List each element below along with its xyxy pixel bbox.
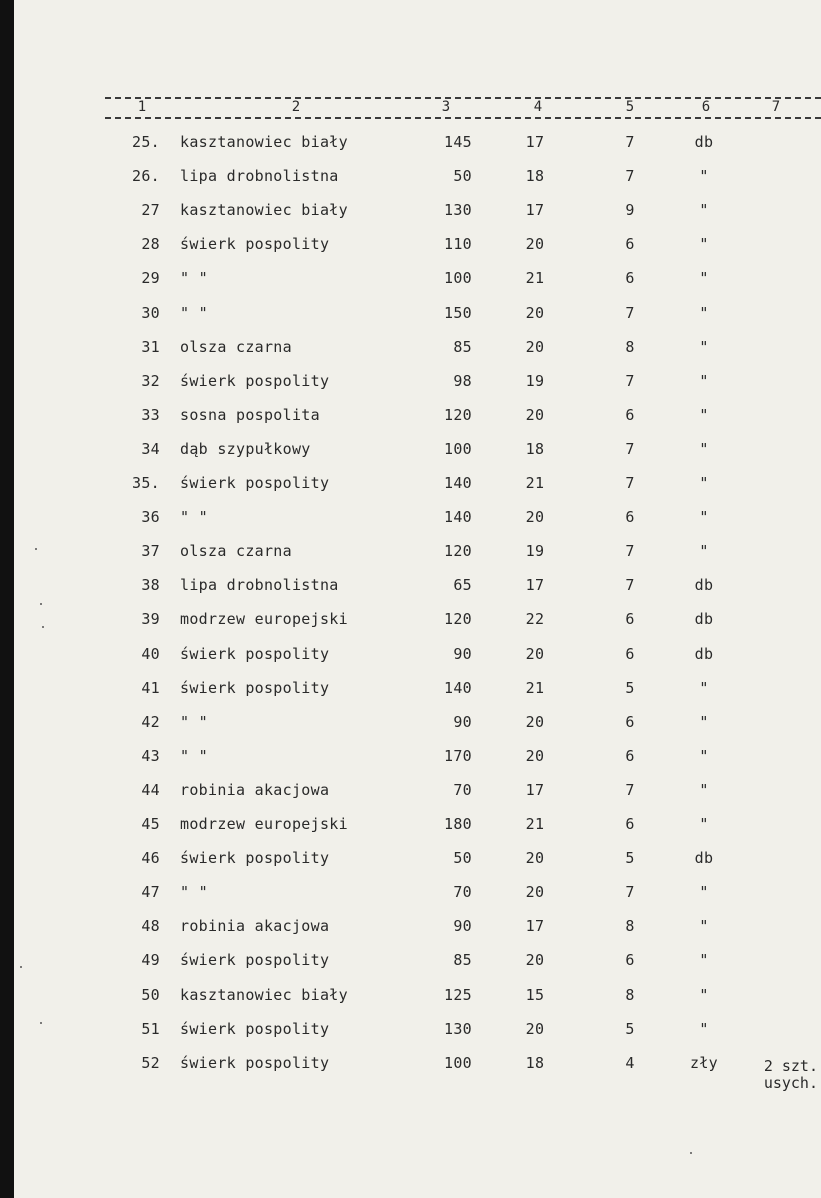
scan-speck (20, 966, 22, 968)
cell-name: lipa drobnolistna (180, 576, 339, 594)
cell-c4: 18 (525, 440, 545, 458)
cell-c4: 21 (525, 474, 545, 492)
cell-c5: 5 (625, 1020, 635, 1038)
cell-c6: " (699, 713, 709, 731)
cell-c5: 6 (625, 235, 635, 253)
cell-c5: 6 (625, 508, 635, 526)
cell-no: 43 (141, 747, 160, 765)
cell-c4: 20 (525, 235, 545, 253)
header-col-7: 7 (771, 99, 781, 115)
cell-c5: 7 (625, 542, 635, 560)
cell-c4: 17 (525, 917, 545, 935)
cell-c6: zły (690, 1054, 718, 1072)
cell-c6: " (699, 372, 709, 390)
cell-c3: 130 (444, 1020, 472, 1038)
cell-c5: 7 (625, 474, 635, 492)
cell-c5: 7 (625, 133, 635, 151)
cell-c3: 50 (453, 167, 472, 185)
cell-name: " " (180, 747, 208, 765)
cell-c6: " (699, 201, 709, 219)
cell-c5: 7 (625, 883, 635, 901)
cell-c3: 120 (444, 542, 472, 560)
table-row (0, 235, 821, 269)
table-row (0, 610, 821, 644)
cell-c5: 6 (625, 815, 635, 833)
cell-c4: 20 (525, 645, 545, 663)
cell-c3: 98 (453, 372, 472, 390)
cell-c6: " (699, 440, 709, 458)
cell-name: świerk pospolity (180, 679, 330, 697)
cell-c4: 20 (525, 1020, 545, 1038)
cell-c6: " (699, 269, 709, 287)
cell-no: 31 (141, 338, 160, 356)
cell-c4: 15 (525, 986, 545, 1004)
cell-c6: " (699, 781, 709, 799)
cell-no: 32 (141, 372, 160, 390)
table-row (0, 304, 821, 338)
cell-c6: db (694, 576, 714, 594)
cell-no: 37 (141, 542, 160, 560)
cell-c3: 140 (444, 679, 472, 697)
scan-speck (40, 603, 42, 605)
cell-no: 25. (132, 133, 160, 151)
cell-c4: 21 (525, 815, 545, 833)
cell-c6: " (699, 986, 709, 1004)
cell-no: 30 (141, 304, 160, 322)
cell-c6: " (699, 167, 709, 185)
cell-no: 39 (141, 610, 160, 628)
cell-c4: 19 (525, 542, 545, 560)
note-line-2: usych. (763, 1074, 818, 1092)
table-row (0, 269, 821, 303)
cell-name: dąb szypułkowy (180, 440, 311, 458)
cell-c4: 20 (525, 747, 545, 765)
cell-c5: 4 (625, 1054, 635, 1072)
table-row (0, 781, 821, 815)
cell-c4: 20 (525, 508, 545, 526)
cell-c5: 7 (625, 167, 635, 185)
cell-c3: 140 (444, 474, 472, 492)
table-row (0, 679, 821, 713)
cell-c6: " (699, 474, 709, 492)
cell-c6: " (699, 338, 709, 356)
cell-c4: 20 (525, 304, 545, 322)
cell-no: 41 (141, 679, 160, 697)
table-row (0, 474, 821, 508)
cell-c5: 7 (625, 576, 635, 594)
cell-name: " " (180, 508, 208, 526)
cell-c3: 90 (453, 917, 472, 935)
cell-no: 50 (141, 986, 160, 1004)
cell-c3: 150 (444, 304, 472, 322)
table-row (0, 406, 821, 440)
cell-name: modrzew europejski (180, 815, 348, 833)
table-row (0, 747, 821, 781)
cell-no: 27 (141, 201, 160, 219)
cell-name: " " (180, 269, 208, 287)
cell-no: 49 (141, 951, 160, 969)
cell-no: 47 (141, 883, 160, 901)
header-col-6: 6 (701, 99, 711, 115)
table-row (0, 542, 821, 576)
cell-c6: " (699, 679, 709, 697)
cell-c4: 20 (525, 883, 545, 901)
note-line-1: 2 szt. (763, 1057, 818, 1075)
cell-name: kasztanowiec biały (180, 133, 348, 151)
cell-c6: " (699, 508, 709, 526)
cell-c3: 140 (444, 508, 472, 526)
cell-c5: 7 (625, 304, 635, 322)
cell-c6: " (699, 542, 709, 560)
cell-c5: 8 (625, 338, 635, 356)
header-col-2: 2 (291, 99, 301, 115)
cell-no: 48 (141, 917, 160, 935)
cell-name: świerk pospolity (180, 372, 330, 390)
cell-name: olsza czarna (180, 338, 292, 356)
cell-no: 38 (141, 576, 160, 594)
cell-c5: 5 (625, 849, 635, 867)
cell-c4: 18 (525, 1054, 545, 1072)
cell-c6: " (699, 235, 709, 253)
cell-c3: 180 (444, 815, 472, 833)
cell-name: olsza czarna (180, 542, 292, 560)
cell-c3: 125 (444, 986, 472, 1004)
cell-c3: 100 (444, 269, 472, 287)
cell-c6: " (699, 1020, 709, 1038)
cell-no: 51 (141, 1020, 160, 1038)
cell-name: świerk pospolity (180, 474, 330, 492)
cell-c5: 7 (625, 781, 635, 799)
cell-c6: " (699, 951, 709, 969)
cell-name: sosna pospolita (180, 406, 320, 424)
cell-no: 28 (141, 235, 160, 253)
cell-no: 26. (132, 167, 160, 185)
scan-speck (40, 1022, 42, 1024)
cell-c6: " (699, 815, 709, 833)
table-row (0, 201, 821, 235)
cell-name: " " (180, 304, 208, 322)
cell-c5: 9 (625, 201, 635, 219)
cell-c3: 100 (444, 440, 472, 458)
cell-name: " " (180, 713, 208, 731)
table-row (0, 849, 821, 883)
cell-c3: 50 (453, 849, 472, 867)
cell-no: 33 (141, 406, 160, 424)
cell-no: 44 (141, 781, 160, 799)
table-row (0, 1054, 821, 1088)
table-row (0, 951, 821, 985)
cell-name: świerk pospolity (180, 849, 330, 867)
cell-c5: 6 (625, 406, 635, 424)
cell-c5: 6 (625, 645, 635, 663)
cell-c3: 70 (453, 883, 472, 901)
cell-c6: db (694, 849, 714, 867)
cell-name: kasztanowiec biały (180, 201, 348, 219)
cell-c3: 85 (453, 951, 472, 969)
table-row (0, 917, 821, 951)
cell-no: 29 (141, 269, 160, 287)
table-row (0, 883, 821, 917)
cell-c4: 17 (525, 133, 545, 151)
cell-c4: 21 (525, 269, 545, 287)
cell-name: świerk pospolity (180, 1054, 330, 1072)
cell-no: 36 (141, 508, 160, 526)
table-row (0, 167, 821, 201)
cell-c6: " (699, 917, 709, 935)
cell-no: 35. (132, 474, 160, 492)
cell-c5: 6 (625, 713, 635, 731)
table-row (0, 576, 821, 610)
table-row (0, 986, 821, 1020)
cell-no: 42 (141, 713, 160, 731)
cell-c3: 65 (453, 576, 472, 594)
cell-c4: 20 (525, 951, 545, 969)
cell-c6: db (694, 645, 714, 663)
cell-c3: 120 (444, 406, 472, 424)
cell-name: robinia akacjowa (180, 917, 330, 935)
cell-name: lipa drobnolistna (180, 167, 339, 185)
cell-c4: 20 (525, 849, 545, 867)
cell-c5: 7 (625, 440, 635, 458)
cell-c6: " (699, 883, 709, 901)
cell-c5: 5 (625, 679, 635, 697)
cell-c4: 20 (525, 406, 545, 424)
cell-c3: 120 (444, 610, 472, 628)
cell-c5: 7 (625, 372, 635, 390)
cell-c5: 6 (625, 269, 635, 287)
table-row (0, 372, 821, 406)
cell-name: świerk pospolity (180, 235, 330, 253)
cell-c3: 130 (444, 201, 472, 219)
cell-name: robinia akacjowa (180, 781, 330, 799)
table-row (0, 338, 821, 372)
cell-c3: 110 (444, 235, 472, 253)
header-bottom-rule (105, 117, 821, 119)
cell-no: 52 (141, 1054, 160, 1072)
header-col-3: 3 (441, 99, 451, 115)
cell-no: 46 (141, 849, 160, 867)
cell-c4: 17 (525, 781, 545, 799)
cell-c5: 6 (625, 610, 635, 628)
scan-speck (690, 1152, 692, 1154)
cell-no: 45 (141, 815, 160, 833)
cell-c5: 6 (625, 747, 635, 765)
cell-name: świerk pospolity (180, 1020, 330, 1038)
cell-c4: 17 (525, 201, 545, 219)
cell-no: 40 (141, 645, 160, 663)
cell-c5: 8 (625, 986, 635, 1004)
cell-c5: 8 (625, 917, 635, 935)
cell-c3: 85 (453, 338, 472, 356)
cell-c3: 145 (444, 133, 472, 151)
cell-c3: 70 (453, 781, 472, 799)
cell-c3: 90 (453, 645, 472, 663)
table-row (0, 645, 821, 679)
cell-c6: db (694, 610, 714, 628)
cell-c6: " (699, 747, 709, 765)
row-52-note (728, 1058, 818, 1092)
header-col-5: 5 (625, 99, 635, 115)
cell-c5: 6 (625, 951, 635, 969)
cell-c3: 170 (444, 747, 472, 765)
cell-c4: 20 (525, 713, 545, 731)
cell-name: świerk pospolity (180, 645, 330, 663)
cell-c4: 21 (525, 679, 545, 697)
cell-name: świerk pospolity (180, 951, 330, 969)
cell-c3: 90 (453, 713, 472, 731)
cell-c6: db (694, 133, 714, 151)
cell-name: modrzew europejski (180, 610, 348, 628)
table-row (0, 815, 821, 849)
header-col-1: 1 (137, 99, 147, 115)
cell-c4: 20 (525, 338, 545, 356)
table-row (0, 133, 821, 167)
table-row (0, 1020, 821, 1054)
cell-c4: 22 (525, 610, 545, 628)
cell-name: " " (180, 883, 208, 901)
cell-c6: " (699, 406, 709, 424)
scan-speck (42, 626, 44, 628)
table-row (0, 508, 821, 542)
cell-no: 34 (141, 440, 160, 458)
scan-speck (35, 548, 37, 550)
cell-c4: 18 (525, 167, 545, 185)
cell-c4: 19 (525, 372, 545, 390)
table-row (0, 713, 821, 747)
cell-c6: " (699, 304, 709, 322)
cell-name: kasztanowiec biały (180, 986, 348, 1004)
table-row (0, 440, 821, 474)
header-col-4: 4 (533, 99, 543, 115)
cell-c4: 17 (525, 576, 545, 594)
cell-c3: 100 (444, 1054, 472, 1072)
